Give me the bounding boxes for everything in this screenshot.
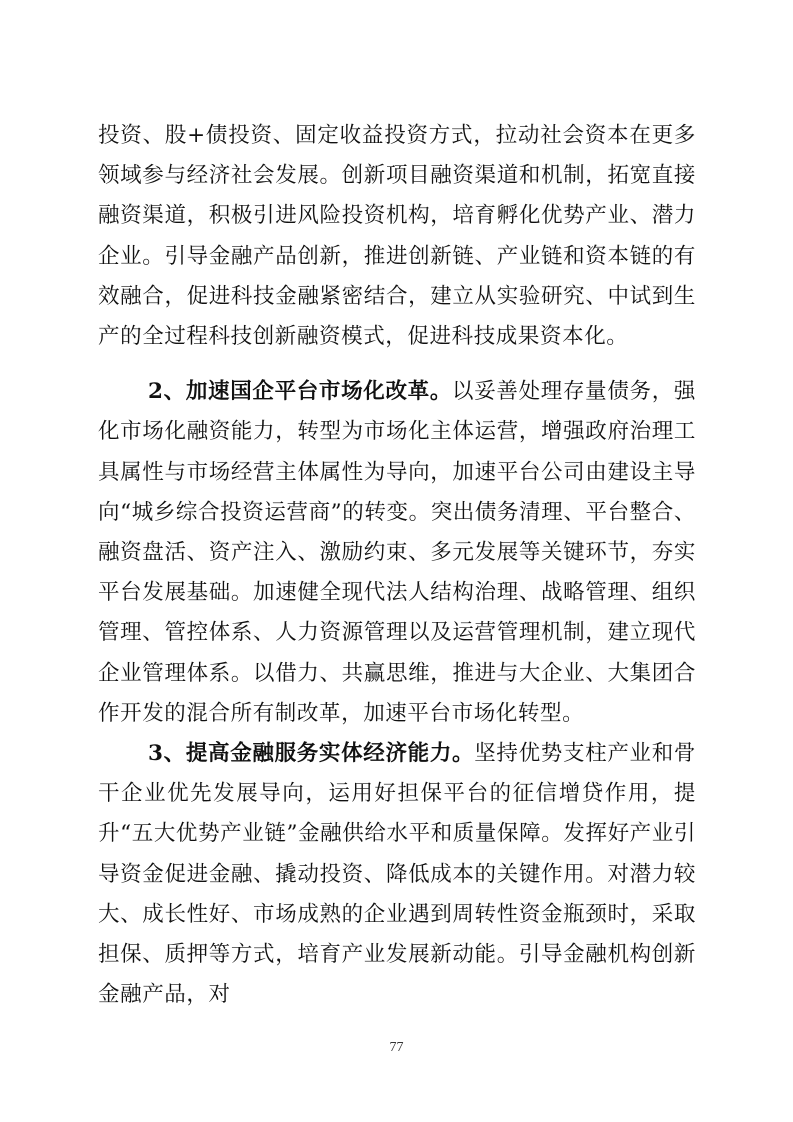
section-heading: 2、加速国企平台市场化改革。 xyxy=(148,379,453,405)
paragraph-text: 坚持优势支柱产业和骨干企业优先发展导向，运用好担保平台的征信增贷作用，提升“五大优势产业链”金融供给水平和质量保障。发挥好产业引导资金促进金融、撬动投资、降低成本的关键作用。对潜力较大、成长性好、市场成熟的企业遇到周转性资金瓶颈时，采取担保、质押等方式，培育产业发展新动能。引导金融机构创新金融产品，对 xyxy=(98,741,696,1008)
paragraph-financing-channels xyxy=(98,116,696,357)
document-body xyxy=(98,116,696,1015)
page-number: 77 xyxy=(389,1040,404,1055)
paragraph-soe-platform-reform xyxy=(98,372,696,734)
section-heading: 3、提高金融服务实体经济能力。 xyxy=(148,741,475,767)
paragraph-financial-services xyxy=(98,734,696,1015)
paragraph-text: 投资、股+债投资、固定收益投资方式，拉动社会资本在更多领域参与经济社会发展。创新项目融资渠道和机制，拓宽直接融资渠道，积极引进风险投资机构，培育孵化优势产业、潜力企业。引导金融产品创新，推进创新链、产业链和资本链的有效融合，促进科技金融紧密结合，建立从实验研究、中试到生产的全过程科技创新融资模式，促进科技成果资本化。 xyxy=(98,123,696,350)
paragraph-text: 以妥善处理存量债务，强化市场化融资能力，转型为市场化主体运营，增强政府治理工具属性与市场经营主体属性为导向，加速平台公司由建设主导向“城乡综合投资运营商”的转变。突出债务清理、平台整合、融资盘活、资产注入、激励约束、多元发展等关键环节，夯实平台发展基础。加速健全现代法人结构治理、战略管理、组织管理、管控体系、人力资源管理以及运营管理机制，建立现代企业管理体系。以借力、共赢思维，推进与大企业、大集团合作开发的混合所有制改革，加速平台市场化转型。 xyxy=(98,379,696,726)
